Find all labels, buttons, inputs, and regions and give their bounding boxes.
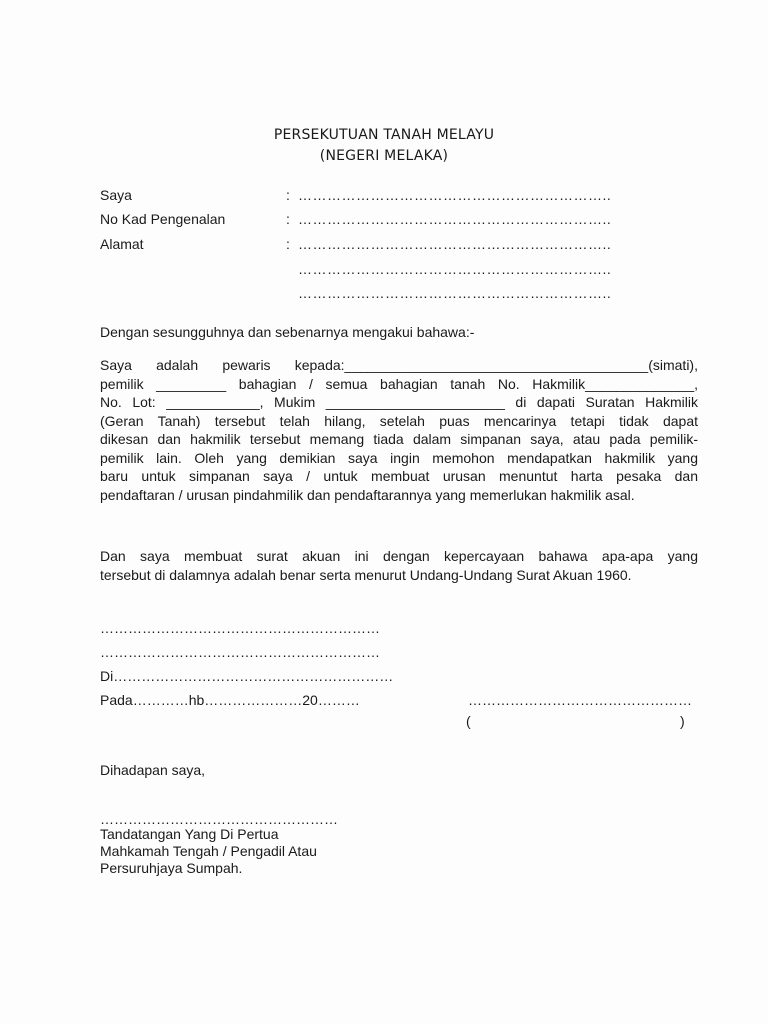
declaration-paragraph (100, 356, 698, 504)
intro-text: Dengan sesungguhnya dan sebenarnya mengakui bahawa:- (100, 324, 475, 340)
signature-dots-line2[interactable]: …………………………………………………… (100, 644, 380, 660)
document-title: PERSEKUTUAN TANAH MELAYU (273, 127, 495, 143)
alamat-field-line3[interactable]: ……………………………………………………….. (298, 285, 612, 301)
signature-dots-line1[interactable]: …………………………………………………… (100, 620, 380, 636)
declaration-line: No. Lot: ____________, Mukim _______________________ di dapati Suratan Hakmilik (100, 394, 698, 410)
declaration-line: pendaftaran / urusan pindahmilik dan pendaftarannya yang memerlukan hakmilik asal. (100, 486, 635, 503)
witness-title-line1: Tandatangan Yang Di Pertua (100, 826, 279, 842)
ic-label: No Kad Pengenalan (100, 211, 226, 227)
saya-colon: : (286, 187, 290, 203)
alamat-colon: : (286, 236, 290, 252)
ic-field[interactable]: ……………………………………………………….. (298, 211, 612, 227)
di-field[interactable]: Di…………………………………………………… (100, 668, 394, 684)
witness-title-line2: Mahkamah Tengah / Pengadil Atau (100, 843, 317, 859)
dihadapan-saya: Dihadapan saya, (100, 762, 206, 778)
belief-line: tersebut di dalamnya adalah benar serta menurut Undang-Undang Surat Akuan 1960. (100, 566, 632, 583)
paren-open: ( (466, 713, 471, 729)
belief-line: Dan saya membuat surat akuan ini dengan kepercayaan bahawa apa-apa yang (100, 548, 698, 564)
alamat-field-line1[interactable]: ……………………………………………………….. (298, 236, 612, 252)
ic-colon: : (286, 211, 290, 227)
saya-field[interactable]: ……………………………………………………….. (298, 187, 612, 203)
belief-paragraph (100, 547, 698, 584)
declarant-signature-dots[interactable]: ………………………………………… (468, 692, 692, 708)
alamat-label: Alamat (100, 236, 144, 252)
alamat-field-line2[interactable]: ……………………………………………………….. (298, 261, 612, 277)
witness-title-line3: Persuruhjaya Sumpah. (100, 860, 243, 876)
document-subtitle: (NEGERI MELAKA) (319, 148, 449, 164)
declaration-line: Saya adalah pewaris kepada:_______________________________________(simati), (100, 357, 698, 373)
witness-signature-dots[interactable]: …………………………………………… (100, 811, 338, 827)
paren-close: ) (680, 713, 685, 729)
declaration-line: baru untuk simpanan saya / untuk membuat urusan menuntut harta pesaka dan (100, 468, 698, 484)
declaration-line: pemilik _________ bahagian / semua bahagian tanah No. Hakmilik______________, (100, 375, 698, 392)
declaration-line: (Geran Tanah) tersebut telah hilang, setelah puas mencarinya tetapi tidak dapat (100, 412, 698, 429)
saya-label: Saya (100, 187, 132, 203)
declaration-line: pemilik lain. Oleh yang demikian saya ingin memohon mendapatkan hakmilik yang (100, 449, 698, 466)
declaration-line: dikesan dan hakmilik tersebut memang tiada dalam simpanan saya, atau pada pemilik- (100, 431, 698, 447)
pada-date-field[interactable]: Pada…………hb…………………20……… (100, 692, 360, 708)
